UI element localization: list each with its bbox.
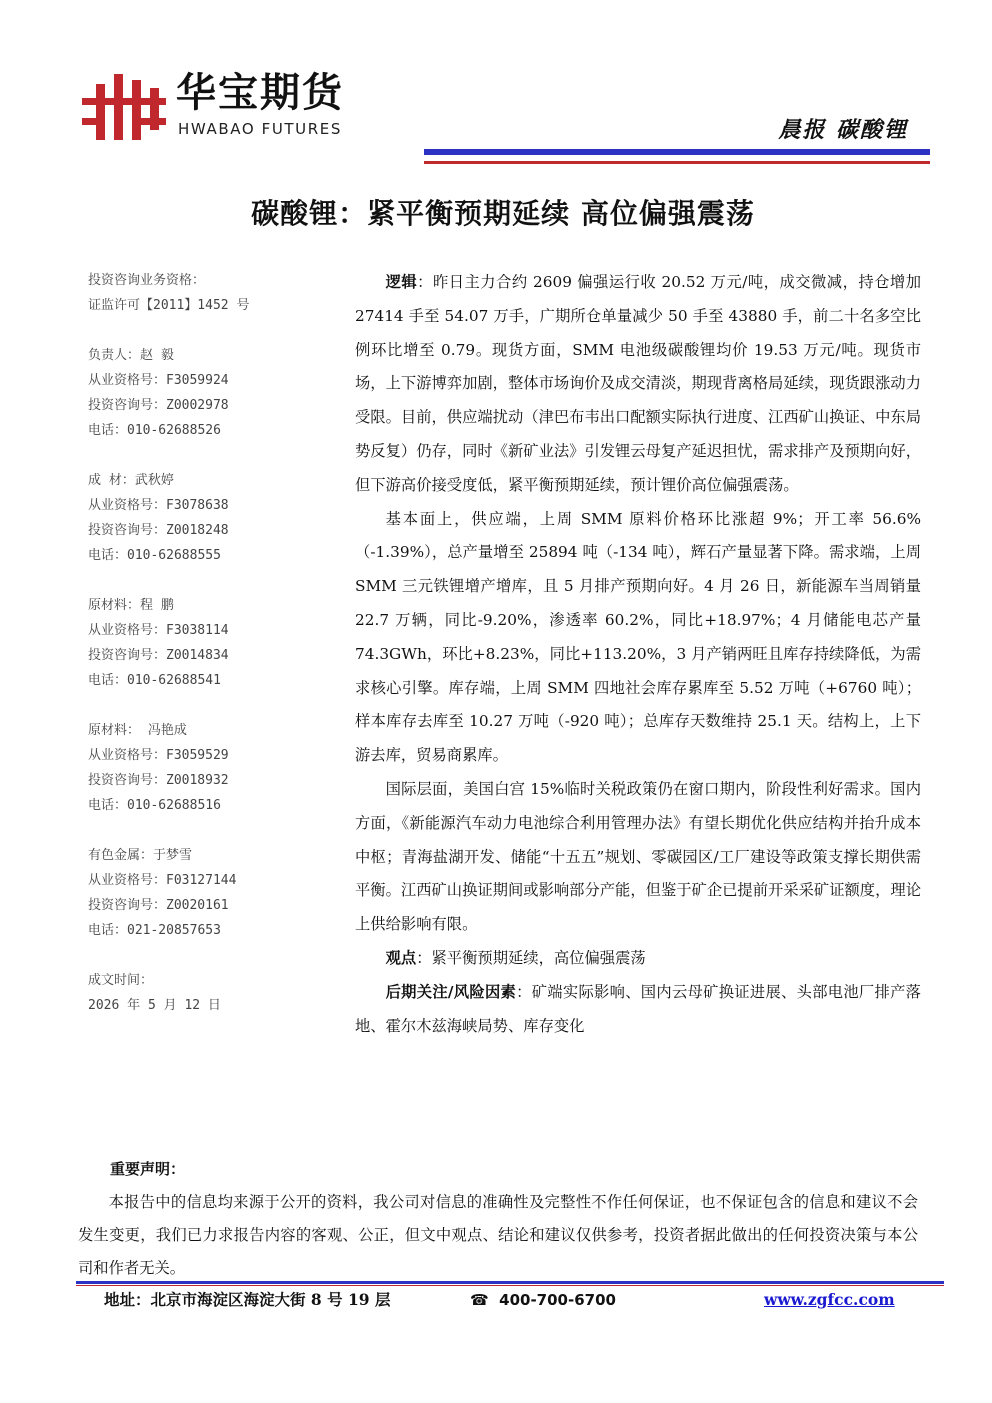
disclaimer-text: 本报告中的信息均来源于公开的资料，我公司对信息的准确性及完整性不作任何保证，也不保证包含的信息和建议不会发生变更，我们已力求报告内容的客观、公正，但文中观点、结论和建议仅供参考，投资者据此做出的任何投资决策与本公司和作者无关。 [78,1193,918,1277]
footer-website-link[interactable]: www.zgfcc.com [764,1290,895,1309]
sidebar-line: 电话：010-62688555 [88,548,221,563]
report-title: 碳酸锂：紧平衡预期延续 高位偏强震荡 [251,197,755,230]
sidebar-line: 投资咨询号：Z0020161 [88,898,229,913]
sidebar-line: 投资咨询号：Z0014834 [88,648,229,663]
sidebar-group-analyst [88,593,348,693]
sidebar-line: 从业资格号：F3059529 [88,748,229,763]
international-paragraph: 国际层面，美国白宫 15%临时关税政策仍在窗口期内，阶段性利好需求。国内方面，《新能源汽车动力电池综合利用管理办法》有望长期优化供应结构并抬升成本中枢；青海盐湖开发、储能“十五五”规划、零碳园区/工厂建设等政策支撑长期供需平衡。江西矿山换证期间或影响部分产能，但鉴于矿企已提前开采采矿证额度，理论上供给影响有限。 [355,779,921,934]
disclaimer-title: 重要声明： [110,1160,186,1178]
sidebar-line: 电话：010-62688541 [88,673,221,688]
header-rule-blue [424,149,930,155]
fundamental-paragraph: 基本面上，供应端，上周 SMM 原料价格环比涨超 9%；开工率 56.6%（-1.39%），总产量增至 25894 吨（-134 吨），辉石产量显著下降。需求端，上周 SMM 三元铁锂增产增库，且 5 月排产预期向好。4 月 26 日，新能源车当周销量 22.7 万辆，同比-9.20%，渗透率 60.2%，同比+18.97%；4 月储能电芯产量 74.3GWh，环比+8.23%，同比+113.20%，3 月产销两旺且库存持续降低，为需求核心引擎。库存端，上周 SMM 四地社会库存累库至 5.52 万吨（+6760 吨）；样本库存去库至 10.27 万吨（-920 吨）；总库存天数维持 25.1 天。结构上，上下游去库，贸易商累库。 [355,509,921,765]
telephone-icon: ☎ [470,1291,489,1309]
logic-paragraph [355,266,921,503]
footer-rule-blue [76,1281,944,1284]
sidebar-group-analyst [88,468,348,568]
sidebar-line: 投资咨询号：Z0018932 [88,773,229,788]
sidebar-group-qualification [88,268,348,318]
view-text: ：紧平衡预期延续，高位偏强震荡 [416,948,646,967]
sidebar-group-date [88,968,348,1018]
sidebar-line: 投资咨询业务资格： [88,273,206,288]
risk-text: ：矿端实际影响、国内云母矿换证进展、头部电池厂排产落地、霍尔木兹海峡局势、库存变化 [355,982,921,1035]
sidebar-line: 从业资格号：F03127144 [88,873,237,888]
view-paragraph [355,942,921,976]
footer-phone [470,1289,616,1311]
risk-paragraph [355,976,921,1044]
logic-text: ：昨日主力合约 2609 偏强运行收 20.52 万元/吨，成交微减，持仓增加 27414 手至 54.07 万手，广期所仓单量减少 50 手至 43880 手，前二十名多空比例环比增至 0.79。现货方面，SMM 电池级碳酸锂均价 19.53 万元/吨。现货市场，上下游博弈加剧，整体市场询价及成交清淡，期现背离格局延续，现货跟涨动力受限。目前，供应端扰动（津巴布韦出口配额实际执行进度、江西矿山换证、中东局势反复）仍存，同时《新矿业法》引发锂云母复产延迟担忧，需求排产及预期向好，但下游高价接受度低，紧平衡预期延续，预计锂价高位偏强震荡。 [355,273,921,494]
hwabao-logo-icon [82,74,166,140]
view-label: 观点 [385,948,417,967]
sidebar-line: 从业资格号：F3059924 [88,373,229,388]
sidebar-line: 电话：010-62688516 [88,798,221,813]
sidebar-line: 成文时间： [88,973,154,988]
footer-address: 地址：北京市海淀区海淀大街 8 号 19 层 [104,1290,391,1309]
sidebar-line: 原材料：程 鹏 [88,598,174,613]
report-category-tag: 晨报 碳酸锂 [778,117,908,143]
footer-rule-red [76,1285,944,1286]
sidebar-line: 从业资格号：F3078638 [88,498,229,513]
sidebar-group-lead [88,343,348,443]
sidebar-line: 从业资格号：F3038114 [88,623,229,638]
sidebar-line: 原材料： 冯艳成 [88,723,187,738]
sidebar-group-analyst [88,843,348,943]
sidebar-line: 投资咨询号：Z0002978 [88,398,229,413]
sidebar-line: 电话：010-62688526 [88,423,221,438]
sidebar-line: 成 材：武秋婷 [88,473,174,488]
sidebar-line: 证监许可【2011】1452 号 [88,298,250,313]
sidebar-line: 有色金属：于梦雪 [88,848,193,863]
logo-english-name: HWABAO FUTURES [178,120,342,138]
sidebar-group-analyst [88,718,348,818]
risk-label: 后期关注/风险因素 [385,982,517,1001]
sidebar-line: 电话：021-20857653 [88,923,221,938]
report-body [355,266,921,1043]
logic-label: 逻辑 [385,273,418,291]
sidebar-line: 投资咨询号：Z0018248 [88,523,229,538]
logo-chinese-name: 华宝期货 [176,70,344,116]
sidebar-line: 2026 年 5 月 12 日 [88,998,221,1013]
header-rule-red [424,161,930,164]
sidebar-line: 负责人：赵 毅 [88,348,174,363]
analyst-sidebar [88,268,348,1018]
footer-phone-number: 400-700-6700 [499,1291,616,1309]
